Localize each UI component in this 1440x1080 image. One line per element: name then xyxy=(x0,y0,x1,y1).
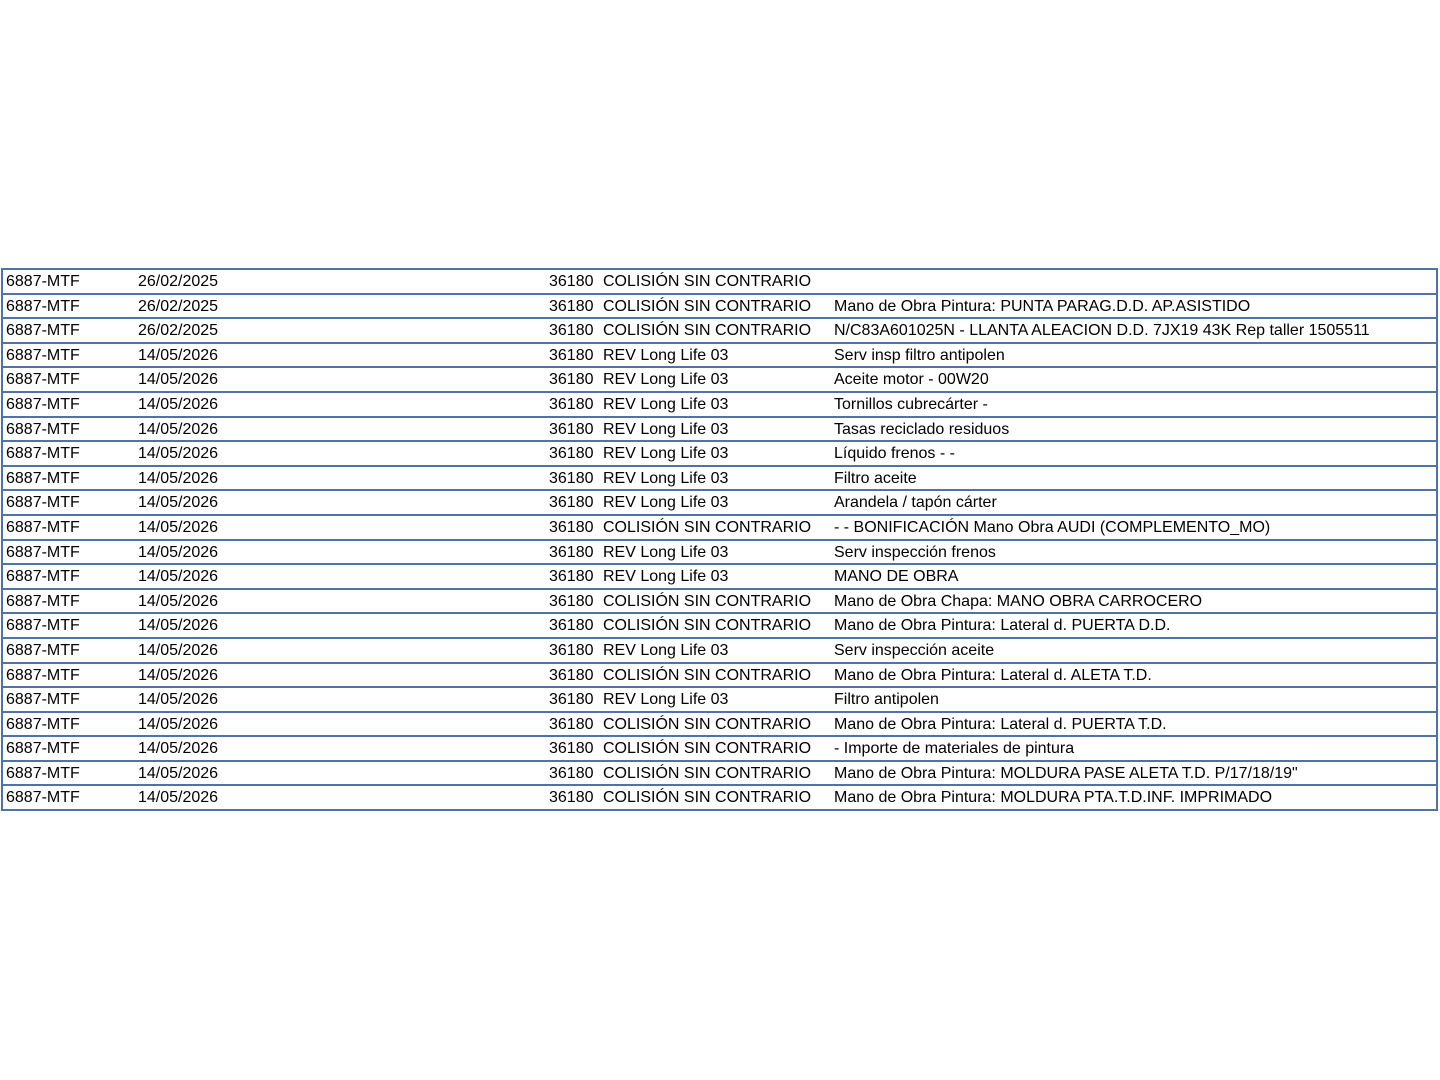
type-cell: COLISIÓN SIN CONTRARIO xyxy=(603,518,812,536)
code-cell: 36180 xyxy=(549,273,594,290)
date-cell: 14/05/2026 xyxy=(138,543,219,561)
plate-cell: 6887-MTF xyxy=(6,445,80,463)
type-cell: COLISIÓN SIN CONTRARIO xyxy=(603,297,812,315)
table-row xyxy=(3,368,1436,393)
table-row xyxy=(3,270,1436,295)
date-cell: 14/05/2026 xyxy=(138,395,219,413)
plate-cell: 6887-MTF xyxy=(6,346,80,364)
plate-cell: 6887-MTF xyxy=(6,469,80,487)
table-row xyxy=(3,418,1436,443)
code-cell: 36180 xyxy=(549,764,594,782)
plate-cell: 6887-MTF xyxy=(6,715,80,733)
description-cell: Mano de Obra Pintura: MOLDURA PTA.T.D.INF. IMPRIMADO xyxy=(834,789,1273,807)
type-cell: REV Long Life 03 xyxy=(603,691,729,709)
date-cell: 14/05/2026 xyxy=(138,764,219,782)
plate-cell: 6887-MTF xyxy=(6,666,80,684)
code-cell: 36180 xyxy=(549,691,594,709)
code-cell: 36180 xyxy=(549,715,594,733)
type-cell: COLISIÓN SIN CONTRARIO xyxy=(603,740,812,758)
date-cell: 14/05/2026 xyxy=(138,469,219,487)
type-cell: COLISIÓN SIN CONTRARIO xyxy=(603,322,812,340)
date-cell: 14/05/2026 xyxy=(138,568,219,586)
description-cell: Mano de Obra Pintura: PUNTA PARAG.D.D. AP.ASISTIDO xyxy=(834,297,1251,315)
table-row xyxy=(3,393,1436,418)
plate-cell: 6887-MTF xyxy=(6,617,80,635)
plate-cell: 6887-MTF xyxy=(6,518,80,536)
code-cell: 36180 xyxy=(549,789,594,807)
code-cell: 36180 xyxy=(549,445,594,463)
table-row xyxy=(3,614,1436,639)
table-row xyxy=(3,467,1436,492)
description-cell: Serv inspección aceite xyxy=(834,641,995,659)
type-cell: REV Long Life 03 xyxy=(603,469,729,487)
plate-cell: 6887-MTF xyxy=(6,592,80,610)
table-row xyxy=(3,491,1436,516)
code-cell: 36180 xyxy=(549,346,594,364)
type-cell: COLISIÓN SIN CONTRARIO xyxy=(603,764,812,782)
date-cell: 14/05/2026 xyxy=(138,740,219,758)
plate-cell: 6887-MTF xyxy=(6,494,80,512)
type-cell: COLISIÓN SIN CONTRARIO xyxy=(603,715,812,733)
plate-cell: 6887-MTF xyxy=(6,543,80,561)
description-cell: Mano de Obra Pintura: Lateral d. PUERTA T.D. xyxy=(834,715,1167,733)
type-cell: REV Long Life 03 xyxy=(603,543,729,561)
plate-cell: 6887-MTF xyxy=(6,297,80,315)
table-row xyxy=(3,688,1436,713)
type-cell: COLISIÓN SIN CONTRARIO xyxy=(603,273,812,290)
code-cell: 36180 xyxy=(549,420,594,438)
table-row xyxy=(3,590,1436,615)
code-cell: 36180 xyxy=(549,617,594,635)
plate-cell: 6887-MTF xyxy=(6,691,80,709)
type-cell: COLISIÓN SIN CONTRARIO xyxy=(603,592,812,610)
description-cell: Serv insp filtro antipolen xyxy=(834,346,1005,364)
description-cell: Tornillos cubrecárter - xyxy=(834,395,988,413)
code-cell: 36180 xyxy=(549,518,594,536)
description-cell: - - BONIFICACIÓN Mano Obra AUDI (COMPLEMENTO_MO) xyxy=(834,518,1271,536)
plate-cell: 6887-MTF xyxy=(6,740,80,758)
date-cell: 14/05/2026 xyxy=(138,789,219,807)
table-row xyxy=(3,344,1436,369)
table-row xyxy=(3,639,1436,664)
type-cell: REV Long Life 03 xyxy=(603,346,729,364)
code-cell: 36180 xyxy=(549,371,594,389)
date-cell: 26/02/2025 xyxy=(138,297,219,315)
plate-cell: 6887-MTF xyxy=(6,273,80,290)
code-cell: 36180 xyxy=(549,592,594,610)
description-cell: MANO DE OBRA xyxy=(834,568,959,586)
date-cell: 14/05/2026 xyxy=(138,691,219,709)
code-cell: 36180 xyxy=(549,297,594,315)
table-row xyxy=(3,737,1436,762)
code-cell: 36180 xyxy=(549,543,594,561)
type-cell: REV Long Life 03 xyxy=(603,568,729,586)
type-cell: COLISIÓN SIN CONTRARIO xyxy=(603,789,812,807)
date-cell: 14/05/2026 xyxy=(138,666,219,684)
table-row xyxy=(3,713,1436,738)
date-cell: 14/05/2026 xyxy=(138,371,219,389)
table-row xyxy=(3,565,1436,590)
date-cell: 14/05/2026 xyxy=(138,445,219,463)
code-cell: 36180 xyxy=(549,322,594,340)
code-cell: 36180 xyxy=(549,641,594,659)
table-row xyxy=(3,319,1436,344)
plate-cell: 6887-MTF xyxy=(6,395,80,413)
plate-cell: 6887-MTF xyxy=(6,371,80,389)
table-row xyxy=(3,516,1436,541)
description-cell: Mano de Obra Pintura: MOLDURA PASE ALETA T.D. P/17/18/19" xyxy=(834,764,1298,782)
plate-cell: 6887-MTF xyxy=(6,322,80,340)
table-row xyxy=(3,786,1436,811)
code-cell: 36180 xyxy=(549,568,594,586)
description-cell: Aceite motor - 00W20 xyxy=(834,371,989,389)
code-cell: 36180 xyxy=(549,395,594,413)
type-cell: REV Long Life 03 xyxy=(603,494,729,512)
type-cell: COLISIÓN SIN CONTRARIO xyxy=(603,666,812,684)
table-row xyxy=(3,295,1436,320)
records-table xyxy=(1,268,1438,811)
type-cell: COLISIÓN SIN CONTRARIO xyxy=(603,617,812,635)
date-cell: 14/05/2026 xyxy=(138,715,219,733)
description-cell: Mano de Obra Chapa: MANO OBRA CARROCERO xyxy=(834,592,1203,610)
code-cell: 36180 xyxy=(549,666,594,684)
code-cell: 36180 xyxy=(549,494,594,512)
type-cell: REV Long Life 03 xyxy=(603,371,729,389)
date-cell: 14/05/2026 xyxy=(138,617,219,635)
date-cell: 26/02/2025 xyxy=(138,273,219,290)
type-cell: REV Long Life 03 xyxy=(603,641,729,659)
date-cell: 14/05/2026 xyxy=(138,592,219,610)
description-cell: Filtro antipolen xyxy=(834,691,939,709)
date-cell: 14/05/2026 xyxy=(138,420,219,438)
type-cell: REV Long Life 03 xyxy=(603,420,729,438)
description-cell: Mano de Obra Pintura: Lateral d. PUERTA D.D. xyxy=(834,617,1171,635)
description-cell: Mano de Obra Pintura: Lateral d. ALETA T.D. xyxy=(834,666,1152,684)
type-cell: REV Long Life 03 xyxy=(603,395,729,413)
description-cell: Líquido frenos - - xyxy=(834,445,955,463)
date-cell: 26/02/2025 xyxy=(138,322,219,340)
date-cell: 14/05/2026 xyxy=(138,518,219,536)
table-row xyxy=(3,664,1436,689)
description-cell: N/C83A601025N - LLANTA ALEACION D.D. 7JX19 43K Rep taller 1505511 xyxy=(834,322,1370,340)
description-cell: Filtro aceite xyxy=(834,469,917,487)
table-row xyxy=(3,541,1436,566)
code-cell: 36180 xyxy=(549,469,594,487)
description-cell: - Importe de materiales de pintura xyxy=(834,740,1075,758)
description-cell: Serv inspección frenos xyxy=(834,543,996,561)
description-cell: Arandela / tapón cárter xyxy=(834,494,997,512)
plate-cell: 6887-MTF xyxy=(6,764,80,782)
table-row xyxy=(3,442,1436,467)
plate-cell: 6887-MTF xyxy=(6,789,80,807)
plate-cell: 6887-MTF xyxy=(6,641,80,659)
plate-cell: 6887-MTF xyxy=(6,420,80,438)
table-row xyxy=(3,762,1436,787)
date-cell: 14/05/2026 xyxy=(138,346,219,364)
type-cell: REV Long Life 03 xyxy=(603,445,729,463)
date-cell: 14/05/2026 xyxy=(138,494,219,512)
code-cell: 36180 xyxy=(549,740,594,758)
date-cell: 14/05/2026 xyxy=(138,641,219,659)
description-cell: Tasas reciclado residuos xyxy=(834,420,1010,438)
plate-cell: 6887-MTF xyxy=(6,568,80,586)
